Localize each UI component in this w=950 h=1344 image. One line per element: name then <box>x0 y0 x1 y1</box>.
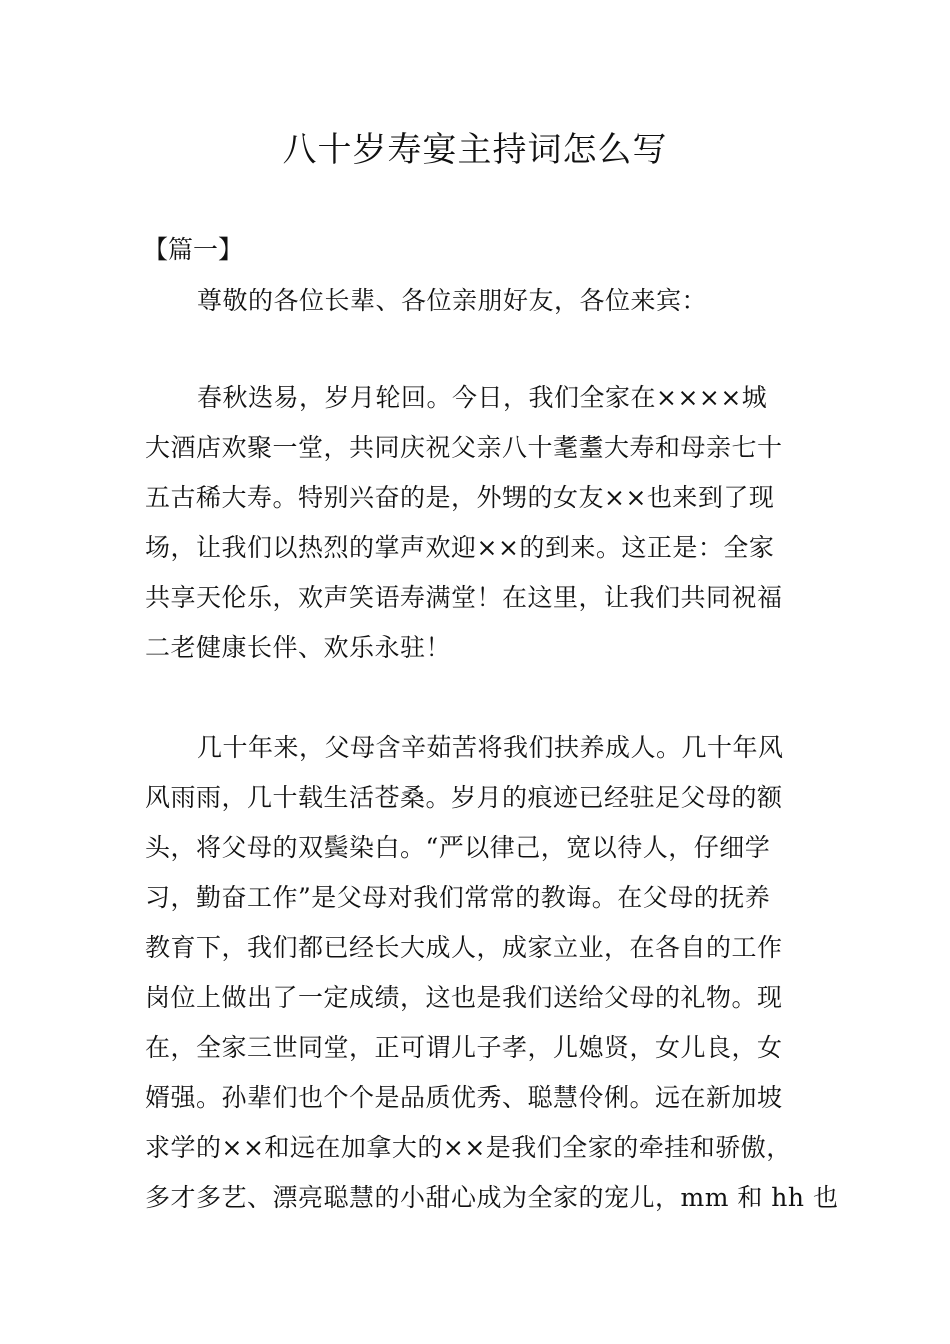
section-label: 【篇一】 <box>143 235 244 264</box>
paragraph-line: 岗位上做出了一定成绩，这也是我们送给父母的礼物。现 <box>145 983 783 1012</box>
paragraph-line: 在，全家三世同堂，正可谓儿子孝，儿媳贤，女儿良，女 <box>145 1033 783 1062</box>
paragraph-line: 场，让我们以热烈的掌声欢迎××的到来。这正是：全家 <box>145 533 775 562</box>
paragraph-1 <box>145 373 835 673</box>
paragraph-line: 婿强。孙辈们也个个是品质优秀、聪慧伶俐。远在新加坡 <box>145 1083 783 1112</box>
paragraph-line: 头，将父母的双鬓染白。“严以律己，宽以待人，仔细学 <box>145 833 771 862</box>
paragraph-line: 教育下，我们都已经长大成人，成家立业，在各自的工作 <box>145 933 783 962</box>
paragraph-line: 风雨雨，几十载生活苍桑。岁月的痕迹已经驻足父母的额 <box>145 783 783 812</box>
document-title: 八十岁寿宴主持词怎么写 <box>282 130 668 170</box>
paragraph-line: 春秋迭易，岁月轮回。今日，我们全家在××××城 <box>197 383 768 412</box>
paragraph-2 <box>145 723 839 1223</box>
paragraph-line: 求学的××和远在加拿大的××是我们全家的牵挂和骄傲， <box>145 1133 792 1162</box>
paragraph-line: 习，勤奋工作”是父母对我们常常的教诲。在父母的抚养 <box>145 883 771 912</box>
paragraph-line: 大酒店欢聚一堂，共同庆祝父亲八十耄耋大寿和母亲七十 <box>145 433 783 462</box>
greeting-paragraph <box>145 276 835 326</box>
paragraph-line: 五古稀大寿。特别兴奋的是，外甥的女友××也来到了现 <box>145 483 775 512</box>
paragraph-line: 二老健康长伴、欢乐永驻！ <box>145 633 452 662</box>
paragraph-line: 几十年来，父母含辛茹苦将我们扶养成人。几十年风 <box>197 733 784 762</box>
paragraph-line: 共享天伦乐，欢声笑语寿满堂！在这里，让我们共同祝福 <box>145 583 783 612</box>
greeting-line: 尊敬的各位长辈、各位亲朋好友，各位来宾： <box>197 286 708 315</box>
paragraph-line: 多才多艺、漂亮聪慧的小甜心成为全家的宠儿，mm 和 hh 也 <box>145 1183 839 1212</box>
